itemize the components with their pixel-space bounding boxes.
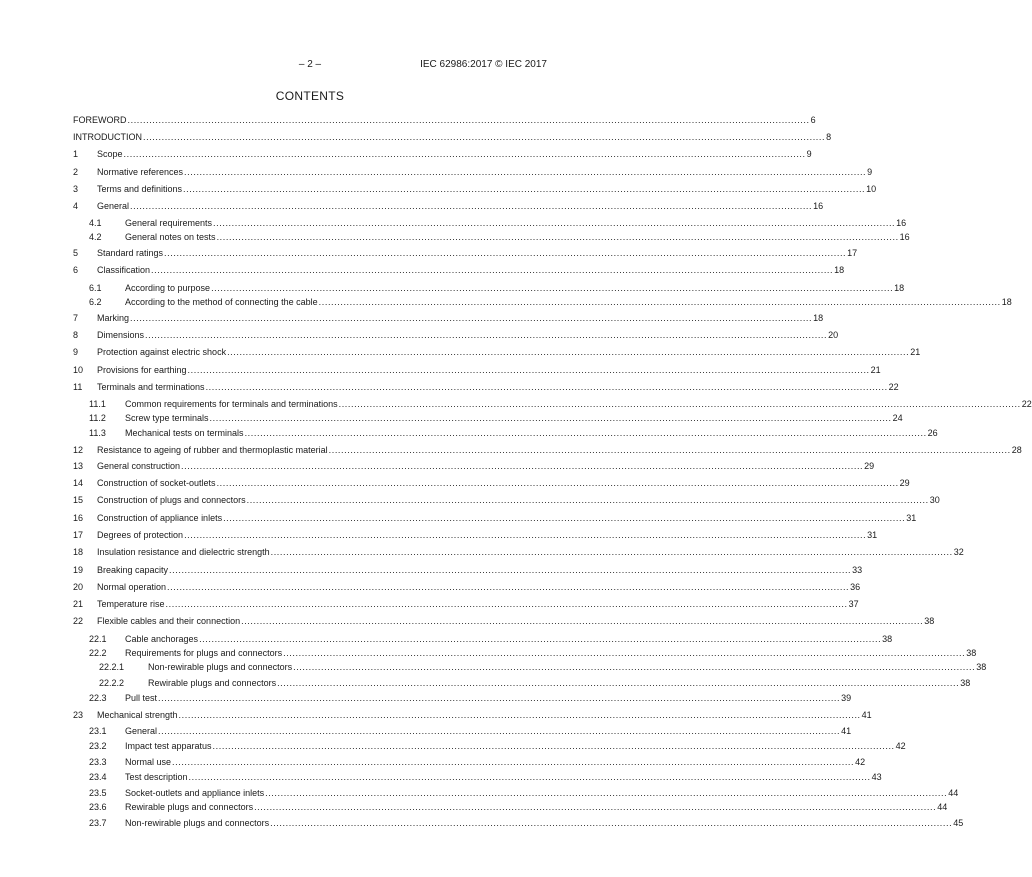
toc-entry[interactable] [73, 166, 873, 178]
toc-entry[interactable] [73, 460, 875, 472]
toc-entry[interactable] [73, 444, 1022, 456]
toc-entry[interactable] [73, 264, 845, 276]
toc-dot-leader: ............................................................................................................................................................................................................................ [209, 413, 892, 423]
toc-entry-number: 17 [73, 530, 84, 540]
toc-entry-number: 20 [73, 582, 84, 592]
toc-entry-number: 22.3 [89, 693, 107, 703]
toc-entry-title: FOREWORD [73, 115, 127, 125]
toc-entry-page: 42 [855, 757, 866, 767]
toc-entry-title: Cable anchorages [125, 634, 199, 644]
toc-entry-number: 23 [73, 710, 84, 720]
toc-entry-number: 13 [73, 461, 84, 471]
page-title: CONTENTS [275, 89, 345, 103]
toc-entry-number: 6 [73, 265, 79, 275]
toc-entry-number: 22.2.1 [99, 662, 125, 672]
toc-entry-title: Non-rewirable plugs and connectors [148, 662, 293, 672]
toc-entry[interactable] [73, 771, 882, 783]
toc-entry-number: 15 [73, 495, 84, 505]
toc-entry-page: 31 [867, 530, 878, 540]
toc-entry[interactable] [73, 183, 877, 195]
toc-entry-title: Pull test [125, 693, 158, 703]
toc-dot-leader: ............................................................................................................................................................................................................................ [169, 565, 852, 575]
toc-dot-leader: ............................................................................................................................................................................................................................ [188, 772, 871, 782]
toc-entry-page: 36 [850, 582, 861, 592]
toc-entry-title: Socket-outlets and appliance inlets [125, 788, 265, 798]
toc-entry-title: General requirements [125, 218, 213, 228]
toc-entry-title: Mechanical strength [97, 710, 178, 720]
toc-entry-page: 16 [899, 232, 910, 242]
toc-dot-leader: ............................................................................................................................................................................................................................ [283, 648, 966, 658]
toc-entry-title: Test description [125, 772, 188, 782]
toc-entry[interactable] [73, 494, 940, 506]
toc-entry-number: 22.2 [89, 648, 107, 658]
toc-entry[interactable] [73, 709, 872, 721]
toc-dot-leader: ............................................................................................................................................................................................................................ [123, 149, 806, 159]
toc-dot-leader: ............................................................................................................................................................................................................................ [199, 634, 882, 644]
toc-entry-title: Construction of socket-outlets [97, 478, 216, 488]
toc-entry-number: 18 [73, 547, 84, 557]
toc-entry[interactable] [73, 725, 852, 737]
toc-entry-page: 37 [848, 599, 859, 609]
toc-dot-leader: ............................................................................................................................................................................................................................ [270, 818, 953, 828]
toc-entry-title: Scope [97, 149, 123, 159]
toc-entry-number: 12 [73, 445, 84, 455]
toc-entry-number: 22.1 [89, 634, 107, 644]
toc-entry-title: General [97, 201, 130, 211]
toc-entry-number: 11 [73, 382, 83, 392]
toc-entry[interactable] [73, 282, 905, 294]
toc-entry[interactable] [73, 329, 839, 341]
toc-entry-title: Non-rewirable plugs and connectors [125, 818, 270, 828]
toc-entry-number: 23.4 [89, 772, 107, 782]
toc-entry-number: 4.2 [89, 232, 102, 242]
toc-dot-leader: ............................................................................................................................................................................................................................ [183, 184, 866, 194]
toc-entry-page: 44 [937, 802, 948, 812]
toc-dot-leader: ............................................................................................................................................................................................................................ [270, 547, 953, 557]
toc-dot-leader: ............................................................................................................................................................................................................................ [181, 461, 864, 471]
toc-entry-number: 23.7 [89, 818, 107, 828]
toc-entry-page: 16 [896, 218, 907, 228]
toc-dot-leader: ............................................................................................................................................................................................................................ [187, 365, 870, 375]
table-of-contents [73, 0, 1032, 877]
toc-entry-page: 41 [841, 726, 852, 736]
toc-entry[interactable] [73, 312, 824, 324]
toc-entry-number: 11.1 [89, 399, 106, 409]
toc-dot-leader: ............................................................................................................................................................................................................................ [145, 330, 828, 340]
toc-dot-leader: ............................................................................................................................................................................................................................ [227, 347, 910, 357]
toc-dot-leader: ............................................................................................................................................................................................................................ [205, 382, 888, 392]
toc-entry-title: Impact test apparatus [125, 741, 212, 751]
toc-entry-number: 11.3 [89, 428, 106, 438]
toc-dot-leader: ............................................................................................................................................................................................................................ [216, 478, 899, 488]
toc-entry[interactable] [73, 787, 959, 799]
toc-entry-page: 45 [953, 818, 964, 828]
toc-entry-number: 23.2 [89, 741, 107, 751]
toc-entry-number: 6.2 [89, 297, 102, 307]
toc-entry-page: 18 [813, 313, 824, 323]
toc-entry-page: 29 [864, 461, 875, 471]
toc-entry-title: Breaking capacity [97, 565, 169, 575]
page-number: – 2 – [298, 59, 322, 70]
toc-entry-title: Marking [97, 313, 130, 323]
toc-entry-page: 41 [861, 710, 872, 720]
toc-dot-leader: ............................................................................................................................................................................................................................ [130, 313, 813, 323]
toc-entry-number: 1 [73, 149, 79, 159]
toc-entry[interactable] [73, 512, 917, 524]
toc-dot-leader: ............................................................................................................................................................................................................................ [241, 616, 924, 626]
toc-dot-leader: ............................................................................................................................................................................................................................ [328, 445, 1011, 455]
toc-dot-leader: ............................................................................................................................................................................................................................ [212, 741, 895, 751]
toc-dot-leader: ............................................................................................................................................................................................................................ [143, 132, 826, 142]
toc-entry-title: Insulation resistance and dielectric strength [97, 547, 270, 557]
toc-entry[interactable] [73, 427, 938, 439]
toc-entry-number: 23.3 [89, 757, 107, 767]
toc-dot-leader: ............................................................................................................................................................................................................................ [216, 232, 899, 242]
toc-entry[interactable] [73, 364, 881, 376]
toc-entry-number: 23.1 [89, 726, 107, 736]
toc-entry-number: 8 [73, 330, 79, 340]
toc-dot-leader: ............................................................................................................................................................................................................................ [178, 710, 861, 720]
toc-entry-page: 17 [847, 248, 858, 258]
toc-entry[interactable] [73, 131, 832, 143]
toc-dot-leader: ............................................................................................................................................................................................................................ [213, 218, 896, 228]
toc-entry-number: 6.1 [89, 283, 102, 293]
toc-dot-leader: ............................................................................................................................................................................................................................ [165, 599, 848, 609]
toc-entry-number: 3 [73, 184, 79, 194]
toc-entry-number: 14 [73, 478, 84, 488]
toc-entry-title: Requirements for plugs and connectors [125, 648, 283, 658]
toc-entry-number: 4.1 [89, 218, 102, 228]
toc-entry[interactable] [73, 231, 910, 243]
toc-entry-number: 2 [73, 167, 79, 177]
toc-entry-title: Provisions for earthing [97, 365, 187, 375]
toc-entry-number: 23.6 [89, 802, 107, 812]
toc-dot-leader: ............................................................................................................................................................................................................................ [184, 167, 867, 177]
toc-entry[interactable] [73, 677, 971, 689]
toc-entry-title: Protection against electric shock [97, 347, 227, 357]
toc-entry[interactable] [73, 346, 921, 358]
toc-entry[interactable] [73, 247, 858, 259]
toc-entry-title: General [125, 726, 158, 736]
toc-entry[interactable] [73, 200, 824, 212]
toc-entry-title: Resistance to ageing of rubber and thermoplastic material [97, 445, 328, 455]
toc-dot-leader: ............................................................................................................................................................................................................................ [172, 757, 855, 767]
toc-entry-page: 38 [976, 662, 987, 672]
toc-dot-leader: ............................................................................................................................................................................................................................ [338, 399, 1021, 409]
toc-entry-title: Dimensions [97, 330, 145, 340]
toc-entry-title: According to the method of connecting the cable [125, 297, 318, 307]
toc-entry[interactable] [73, 296, 1012, 308]
toc-dot-leader: ............................................................................................................................................................................................................................ [244, 428, 927, 438]
toc-entry-page: 38 [924, 616, 935, 626]
toc-entry-page: 9 [867, 167, 873, 177]
toc-entry[interactable] [73, 756, 866, 768]
toc-entry-page: 18 [1001, 297, 1012, 307]
toc-entry-title: Temperature rise [97, 599, 165, 609]
toc-entry-page: 38 [960, 678, 971, 688]
toc-entry-number: 4 [73, 201, 79, 211]
toc-entry[interactable] [73, 529, 878, 541]
toc-dot-leader: ............................................................................................................................................................................................................................ [277, 678, 960, 688]
toc-dot-leader: ............................................................................................................................................................................................................................ [318, 297, 1001, 307]
toc-entry-title: Common requirements for terminals and terminations [125, 399, 338, 409]
toc-dot-leader: ............................................................................................................................................................................................................................ [223, 513, 906, 523]
toc-entry[interactable] [73, 633, 893, 645]
toc-entry-page: 6 [810, 115, 816, 125]
toc-entry-number: 22.2.2 [99, 678, 125, 688]
toc-dot-leader: ............................................................................................................................................................................................................................ [151, 265, 834, 275]
toc-entry-number: 21 [73, 599, 84, 609]
toc-entry-page: 32 [953, 547, 964, 557]
toc-entry-page: 16 [813, 201, 824, 211]
toc-dot-leader: ............................................................................................................................................................................................................................ [246, 495, 929, 505]
toc-entry-title: Screw type terminals [125, 413, 209, 423]
toc-entry-title: Normative references [97, 167, 184, 177]
toc-entry-page: 22 [888, 382, 899, 392]
toc-entry[interactable] [73, 546, 964, 558]
toc-entry[interactable] [73, 217, 907, 229]
toc-entry-page: 18 [834, 265, 845, 275]
toc-entry-page: 30 [929, 495, 940, 505]
toc-dot-leader: ............................................................................................................................................................................................................................ [184, 530, 867, 540]
toc-dot-leader: ............................................................................................................................................................................................................................ [130, 201, 813, 211]
toc-entry-page: 43 [871, 772, 882, 782]
toc-entry-page: 10 [866, 184, 877, 194]
document-reference: IEC 62986:2017 © IEC 2017 [420, 59, 547, 70]
toc-entry-page: 21 [910, 347, 921, 357]
toc-entry-page: 26 [927, 428, 938, 438]
toc-entry[interactable] [73, 692, 852, 704]
toc-entry-page: 39 [841, 693, 852, 703]
toc-entry-page: 42 [895, 741, 906, 751]
toc-entry-number: 10 [73, 365, 84, 375]
toc-entry-number: 7 [73, 313, 79, 323]
toc-entry[interactable] [73, 647, 977, 659]
toc-entry[interactable] [73, 598, 859, 610]
toc-entry[interactable] [73, 381, 899, 393]
toc-entry-title: Normal use [125, 757, 172, 767]
toc-entry-number: 11.2 [89, 413, 106, 423]
toc-entry-page: 28 [1011, 445, 1022, 455]
toc-entry-title: According to purpose [125, 283, 211, 293]
toc-entry-page: 38 [966, 648, 977, 658]
toc-entry-number: 22 [73, 616, 84, 626]
toc-entry-page: 9 [806, 149, 812, 159]
toc-entry-page: 21 [870, 365, 881, 375]
toc-entry-number: 19 [73, 565, 84, 575]
toc-entry-title: Construction of plugs and connectors [97, 495, 246, 505]
toc-entry-title: Terms and definitions [97, 184, 183, 194]
toc-dot-leader: ............................................................................................................................................................................................................................ [167, 582, 850, 592]
toc-entry-page: 20 [828, 330, 839, 340]
toc-entry[interactable] [73, 661, 987, 673]
toc-entry[interactable] [73, 564, 863, 576]
toc-entry-page: 24 [892, 413, 903, 423]
toc-entry-page: 33 [852, 565, 863, 575]
toc-dot-leader: ............................................................................................................................................................................................................................ [265, 788, 948, 798]
toc-entry-title: Degrees of protection [97, 530, 184, 540]
toc-entry-title: Classification [97, 265, 151, 275]
toc-entry-title: Flexible cables and their connection [97, 616, 241, 626]
toc-entry-page: 38 [882, 634, 893, 644]
toc-entry-title: Standard ratings [97, 248, 164, 258]
toc-entry[interactable] [73, 398, 1032, 410]
toc-entry-page: 22 [1021, 399, 1032, 409]
toc-entry-page: 44 [948, 788, 959, 798]
toc-dot-leader: ............................................................................................................................................................................................................................ [211, 283, 894, 293]
toc-entry[interactable] [73, 114, 816, 126]
toc-entry-page: 31 [906, 513, 917, 523]
toc-entry[interactable] [73, 412, 903, 424]
toc-entry-title: General notes on tests [125, 232, 216, 242]
toc-dot-leader: ............................................................................................................................................................................................................................ [158, 726, 841, 736]
toc-entry[interactable] [73, 581, 861, 593]
toc-entry-number: 23.5 [89, 788, 107, 798]
toc-entry-title: Rewirable plugs and connectors [125, 802, 254, 812]
toc-entry-title: Rewirable plugs and connectors [148, 678, 277, 688]
toc-dot-leader: ............................................................................................................................................................................................................................ [293, 662, 976, 672]
toc-entry-title: Construction of appliance inlets [97, 513, 223, 523]
toc-entry-page: 8 [826, 132, 832, 142]
toc-entry-number: 16 [73, 513, 84, 523]
toc-entry[interactable] [73, 801, 948, 813]
toc-entry[interactable] [73, 477, 910, 489]
toc-entry[interactable] [73, 740, 906, 752]
toc-entry-number: 5 [73, 248, 79, 258]
toc-entry-title: INTRODUCTION [73, 132, 142, 142]
toc-entry-page: 29 [899, 478, 910, 488]
toc-dot-leader: ............................................................................................................................................................................................................................ [158, 693, 841, 703]
toc-entry[interactable] [73, 615, 935, 627]
toc-dot-leader: ............................................................................................................................................................................................................................ [127, 115, 810, 125]
toc-entry-title: Mechanical tests on terminals [125, 428, 244, 438]
toc-entry-number: 9 [73, 347, 79, 357]
toc-dot-leader: ............................................................................................................................................................................................................................ [254, 802, 937, 812]
toc-dot-leader: ............................................................................................................................................................................................................................ [164, 248, 847, 258]
toc-entry[interactable] [73, 817, 964, 829]
toc-entry[interactable] [73, 148, 812, 160]
toc-entry-title: General construction [97, 461, 181, 471]
toc-entry-title: Terminals and terminations [97, 382, 205, 392]
toc-entry-page: 18 [894, 283, 905, 293]
toc-entry-title: Normal operation [97, 582, 167, 592]
